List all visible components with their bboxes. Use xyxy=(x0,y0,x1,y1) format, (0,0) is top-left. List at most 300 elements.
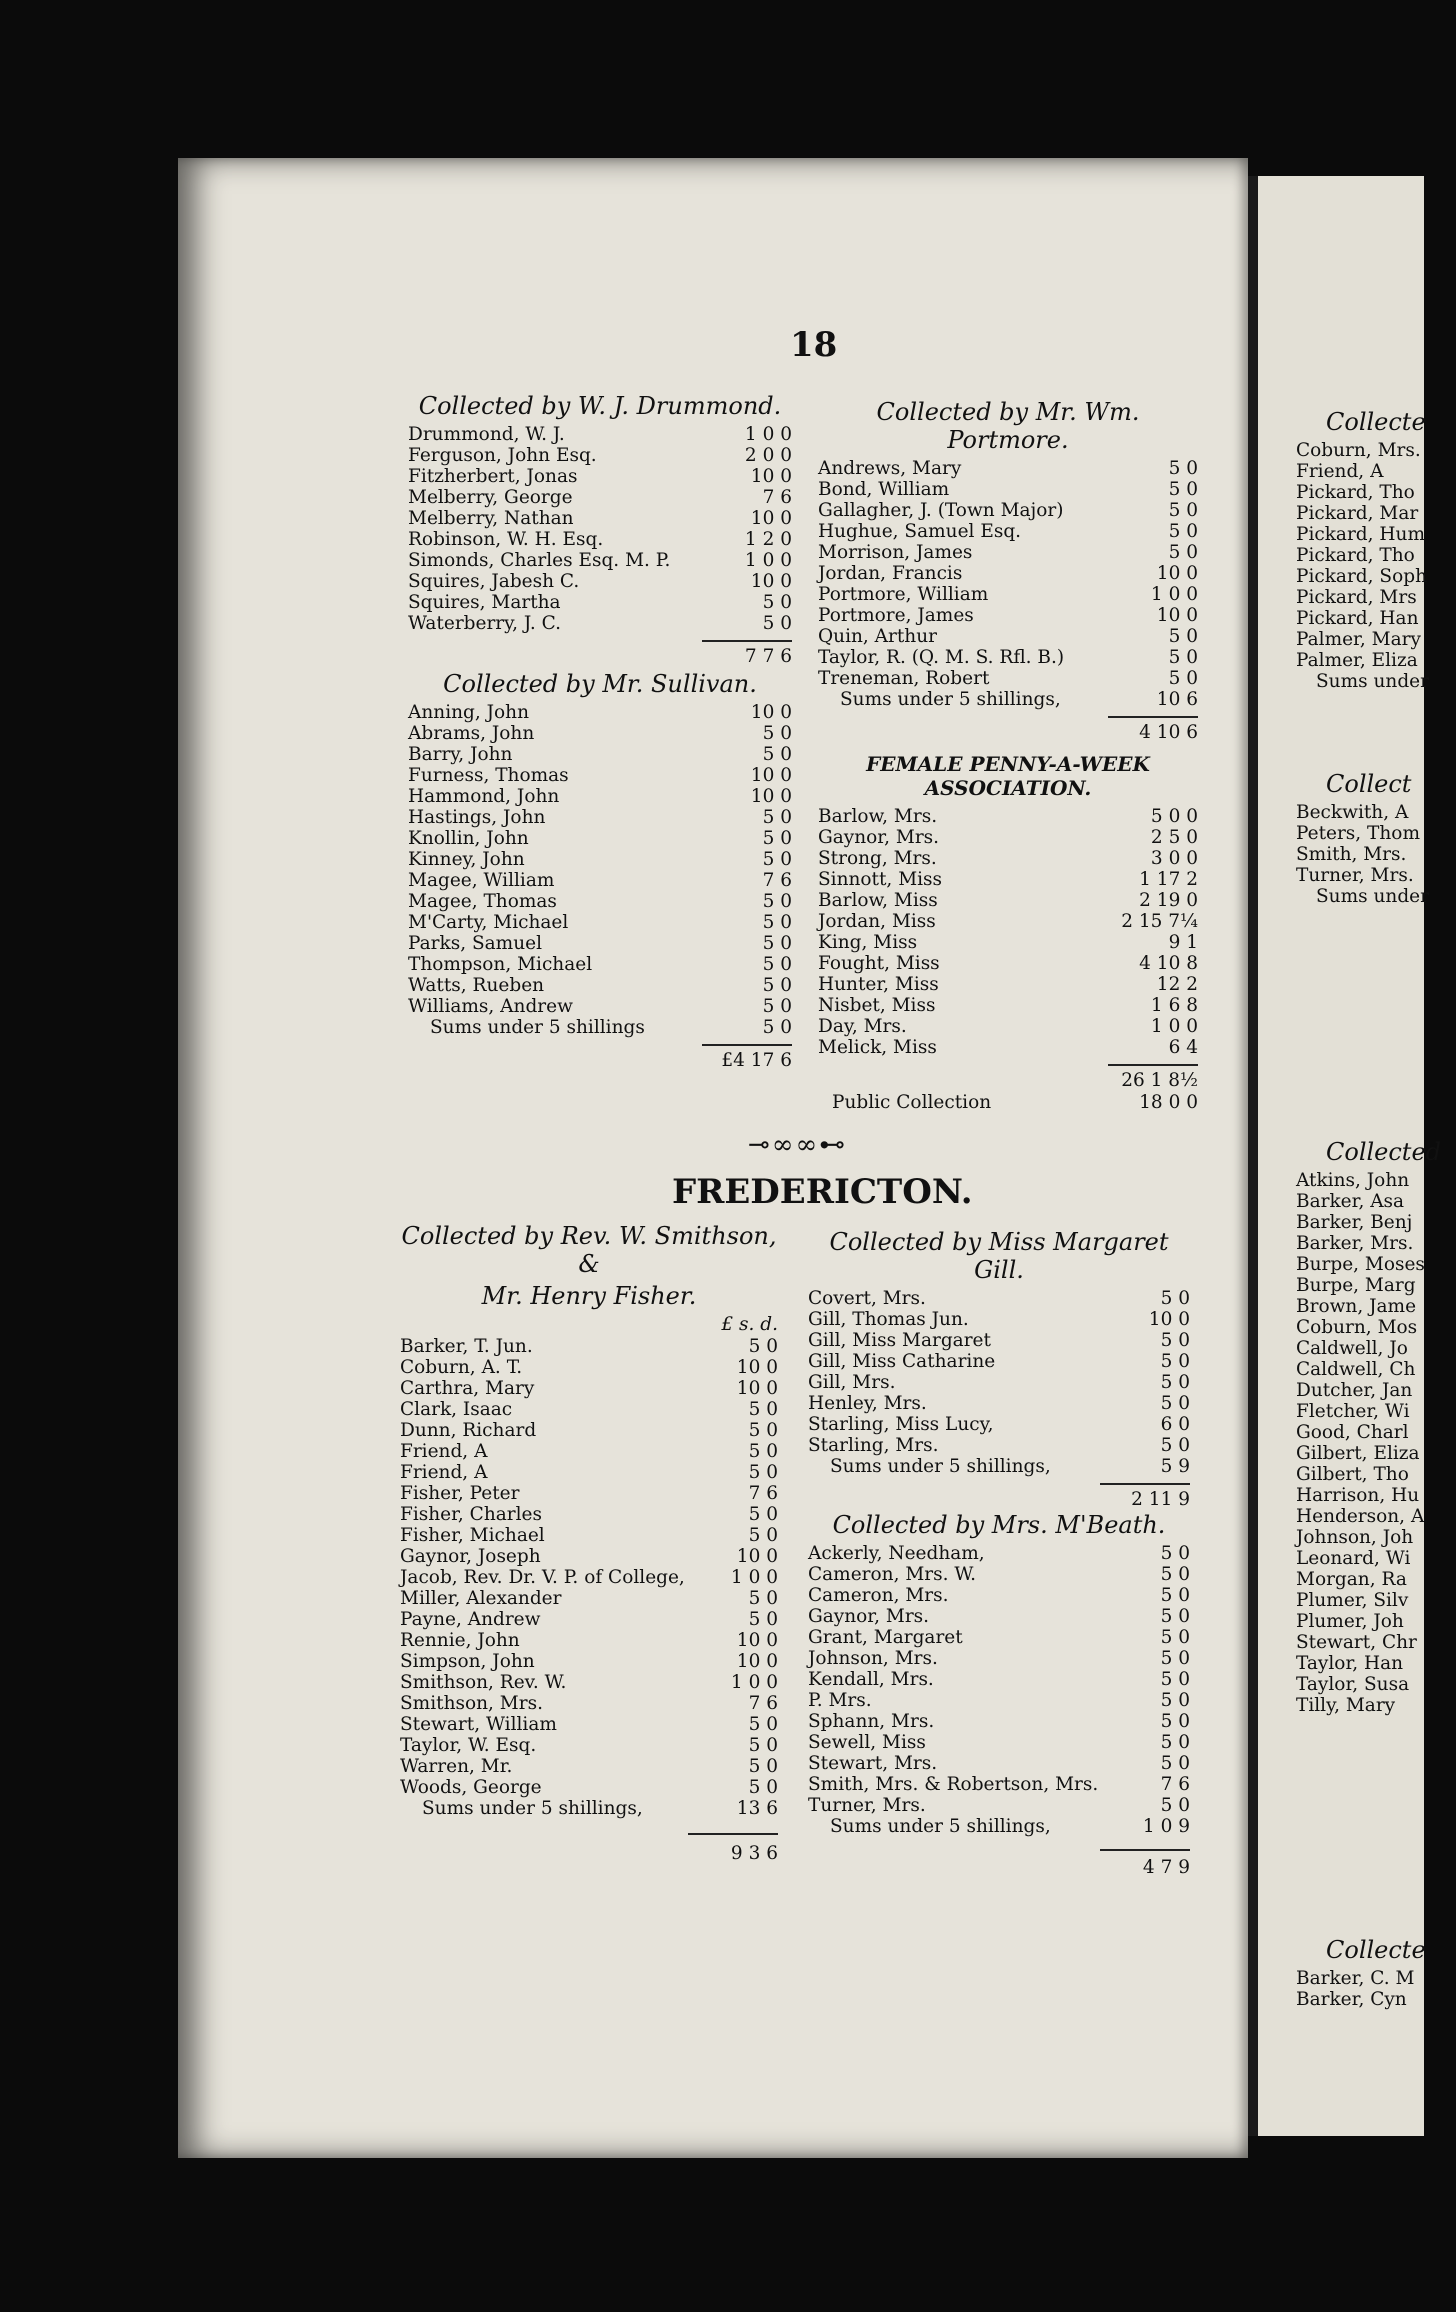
portmore-entry-amount: 5 0 xyxy=(1168,668,1198,689)
right-page-block xyxy=(1296,1138,1456,1716)
smithson-entry-name: Stewart, William xyxy=(400,1714,557,1735)
gill-entry-name: Gill, Thomas Jun. xyxy=(808,1309,969,1330)
smithson-entry-amount: 1 0 0 xyxy=(730,1567,778,1588)
right-page-entry: Peters, Thom xyxy=(1296,823,1420,844)
smithson-entry-name: Gaynor, Joseph xyxy=(400,1546,541,1567)
sullivan-heading: Collected by Mr. Sullivan. xyxy=(443,670,757,698)
right-page-entry: Sums under xyxy=(1316,671,1429,692)
gill-entry-name: Starling, Miss Lucy, xyxy=(808,1414,994,1435)
mbeath-entry-name: Smith, Mrs. & Robertson, Mrs. xyxy=(808,1774,1099,1795)
sullivan-entry-name: Kinney, John xyxy=(408,849,525,870)
right-page-entry: Barker, Cyn xyxy=(1296,1989,1407,2010)
right-page-entry: Atkins, John xyxy=(1296,1170,1410,1191)
right-page-entry: Pickard, Mrs xyxy=(1296,587,1417,608)
sullivan-row xyxy=(408,996,792,1017)
penny-row xyxy=(818,806,1198,827)
sullivan-row xyxy=(408,933,792,954)
gill-total: 2 11 9 xyxy=(1131,1489,1190,1510)
right-page-heading: Collecte xyxy=(1326,408,1426,436)
mbeath-entry-amount: 5 0 xyxy=(1160,1732,1190,1753)
penny-entry-amount: 9 1 xyxy=(1168,932,1198,953)
sullivan-entry-amount: 5 0 xyxy=(762,954,792,975)
smithson-row xyxy=(400,1420,778,1441)
penny-entry-name: Sinnott, Miss xyxy=(818,869,943,890)
penny-row xyxy=(818,974,1198,995)
drummond-entry-name: Squires, Martha xyxy=(408,592,561,613)
sullivan-row xyxy=(408,891,792,912)
gill-entry-amount: 5 0 xyxy=(1160,1372,1190,1393)
smithson-entry-amount: 10 0 xyxy=(736,1357,778,1378)
right-page-entry: Barker, C. M xyxy=(1296,1968,1415,1989)
sullivan-entry-name: Anning, John xyxy=(408,702,530,723)
smithson-entry-name: Taylor, W. Esq. xyxy=(400,1735,537,1756)
right-page-entry: Henderson, A xyxy=(1296,1506,1425,1527)
right-page-entry: Sums under xyxy=(1316,886,1429,907)
drummond-entry-name: Squires, Jabesh C. xyxy=(408,571,580,592)
penny-entry-name: Hunter, Miss xyxy=(818,974,939,995)
smithson-entry-amount: 5 0 xyxy=(748,1336,778,1357)
mbeath-list xyxy=(808,1543,1190,1837)
right-page-entry: Pickard, Soph xyxy=(1296,566,1427,587)
mbeath-entry-amount: 5 0 xyxy=(1160,1627,1190,1648)
sullivan-entry-name: Hammond, John xyxy=(408,786,560,807)
right-page-entry: Morgan, Ra xyxy=(1296,1569,1407,1590)
mbeath-entry-amount: 5 0 xyxy=(1160,1711,1190,1732)
gill-row xyxy=(808,1330,1190,1351)
right-page-entry: Palmer, Eliza xyxy=(1296,650,1418,671)
mbeath-entry-name: Cameron, Mrs. W. xyxy=(808,1564,977,1585)
right-page-entry: Stewart, Chr xyxy=(1296,1632,1417,1653)
mbeath-heading: Collected by Mrs. M'Beath. xyxy=(832,1511,1166,1539)
smithson-row xyxy=(400,1693,778,1714)
sullivan-entry-amount: 10 0 xyxy=(750,786,792,807)
mbeath-row xyxy=(808,1711,1190,1732)
drummond-row xyxy=(408,529,792,550)
portmore-entry-amount: 5 0 xyxy=(1168,458,1198,479)
portmore-row xyxy=(818,500,1198,521)
penny-entry-name: Melick, Miss xyxy=(818,1037,937,1058)
smithson-entry-amount: 5 0 xyxy=(748,1441,778,1462)
mbeath-entry-amount: 5 0 xyxy=(1160,1795,1190,1816)
gill-entry-name: Gill, Miss Catharine xyxy=(808,1351,996,1372)
smithson-entry-name: Jacob, Rev. Dr. V. P. of College, xyxy=(400,1567,685,1588)
smithson-entry-amount: 10 0 xyxy=(736,1546,778,1567)
drummond-entry-amount: 10 0 xyxy=(750,571,792,592)
smithson-row xyxy=(400,1336,778,1357)
right-page-entry: Burpe, Marg xyxy=(1296,1275,1416,1296)
drummond-total: 7 7 6 xyxy=(744,646,792,667)
sullivan-row xyxy=(408,1017,792,1038)
right-page-entry: Pickard, Tho xyxy=(1296,482,1415,503)
smithson-entry-name: Dunn, Richard xyxy=(400,1420,537,1441)
mbeath-entry-name: Ackerly, Needham, xyxy=(808,1543,985,1564)
smithson-entry-name: Carthra, Mary xyxy=(400,1378,535,1399)
mbeath-entry-name: Turner, Mrs. xyxy=(808,1795,926,1816)
portmore-entry-amount: 10 0 xyxy=(1156,605,1198,626)
sullivan-entry-name: Magee, Thomas xyxy=(408,891,557,912)
drummond-entry-amount: 1 2 0 xyxy=(744,529,792,550)
mbeath-rule xyxy=(1100,1849,1190,1851)
portmore-row xyxy=(818,626,1198,647)
smithson-row xyxy=(400,1756,778,1777)
gill-entry-name: Covert, Mrs. xyxy=(808,1288,926,1309)
mbeath-entry-amount: 5 0 xyxy=(1160,1543,1190,1564)
penny-entry-amount: 1 0 0 xyxy=(1150,1016,1198,1037)
smithson-heading-line2: Mr. Henry Fisher. xyxy=(481,1282,697,1310)
smithson-entry-amount: 10 0 xyxy=(736,1651,778,1672)
sullivan-entry-name: Hastings, John xyxy=(408,807,546,828)
sullivan-entry-amount: 5 0 xyxy=(762,912,792,933)
smithson-row xyxy=(400,1525,778,1546)
right-page-entry: Pickard, Tho xyxy=(1296,545,1415,566)
gill-row xyxy=(808,1372,1190,1393)
right-page-entry: Caldwell, Ch xyxy=(1296,1359,1416,1380)
smithson-row xyxy=(400,1441,778,1462)
mbeath-entry-name: Sums under 5 shillings, xyxy=(830,1816,1051,1837)
penny-row xyxy=(818,890,1198,911)
drummond-row xyxy=(408,424,792,445)
gill-entry-amount: 5 0 xyxy=(1160,1351,1190,1372)
penny-row xyxy=(818,1037,1198,1058)
penny-entry-name: Jordan, Miss xyxy=(818,911,936,932)
sullivan-row xyxy=(408,807,792,828)
penny-entry-name: King, Miss xyxy=(818,932,918,953)
gill-column xyxy=(808,1228,1190,1879)
right-page-entry: Burpe, Moses xyxy=(1296,1254,1425,1275)
portmore-list xyxy=(818,458,1198,710)
right-page-entry: Smith, Mrs. xyxy=(1296,844,1407,865)
drummond-entry-name: Drummond, W. J. xyxy=(408,424,565,445)
portmore-row xyxy=(818,605,1198,626)
penny-entry-name: Nisbet, Miss xyxy=(818,995,936,1016)
penny-row xyxy=(818,827,1198,848)
drummond-row xyxy=(408,613,792,634)
mbeath-row xyxy=(808,1648,1190,1669)
smithson-entry-amount: 5 0 xyxy=(748,1399,778,1420)
smithson-entry-name: Fisher, Michael xyxy=(400,1525,545,1546)
smithson-row xyxy=(400,1504,778,1525)
mbeath-entry-name: Cameron, Mrs. xyxy=(808,1585,949,1606)
right-page-entry: Barker, Mrs. xyxy=(1296,1233,1414,1254)
smithson-entry-name: Woods, George xyxy=(400,1777,542,1798)
portmore-entry-amount: 5 0 xyxy=(1168,542,1198,563)
smithson-row xyxy=(400,1378,778,1399)
smithson-entry-name: Smithson, Rev. W. xyxy=(400,1672,567,1693)
mbeath-entry-name: Gaynor, Mrs. xyxy=(808,1606,930,1627)
mbeath-row xyxy=(808,1816,1190,1837)
smithson-entry-amount: 7 6 xyxy=(748,1483,778,1504)
smithson-entry-amount: 5 0 xyxy=(748,1777,778,1798)
smithson-row xyxy=(400,1735,778,1756)
portmore-entry-amount: 5 0 xyxy=(1168,626,1198,647)
smithson-row xyxy=(400,1588,778,1609)
drummond-row xyxy=(408,508,792,529)
right-page-block xyxy=(1296,770,1456,907)
smithson-row xyxy=(400,1714,778,1735)
smithson-row xyxy=(400,1651,778,1672)
right-page-entry: Gilbert, Tho xyxy=(1296,1464,1409,1485)
mbeath-entry-name: Johnson, Mrs. xyxy=(808,1648,938,1669)
right-page-entry: Palmer, Mary xyxy=(1296,629,1421,650)
right-page-block xyxy=(1296,408,1456,692)
portmore-row xyxy=(818,584,1198,605)
right-page-entry: Taylor, Han xyxy=(1296,1653,1404,1674)
right-page-entry: Tilly, Mary xyxy=(1296,1695,1396,1716)
drummond-column xyxy=(408,392,792,1072)
drummond-row xyxy=(408,487,792,508)
penny-row xyxy=(818,848,1198,869)
smithson-entry-amount: 5 0 xyxy=(748,1735,778,1756)
sullivan-entry-amount: 10 0 xyxy=(750,702,792,723)
penny-entry-amount: 4 10 8 xyxy=(1139,953,1198,974)
sullivan-entry-name: Furness, Thomas xyxy=(408,765,569,786)
sullivan-entry-amount: 10 0 xyxy=(750,765,792,786)
drummond-row xyxy=(408,466,792,487)
mbeath-total: 4 7 9 xyxy=(1142,1857,1190,1878)
portmore-entry-amount: 5 0 xyxy=(1168,521,1198,542)
penny-row xyxy=(818,932,1198,953)
mbeath-entry-amount: 7 6 xyxy=(1160,1774,1190,1795)
drummond-entry-name: Simonds, Charles Esq. M. P. xyxy=(408,550,671,571)
sullivan-entry-name: Watts, Rueben xyxy=(408,975,545,996)
smithson-entry-name: Friend, A xyxy=(400,1441,488,1462)
penny-total: 26 1 8½ xyxy=(1121,1070,1198,1091)
sullivan-entry-amount: 5 0 xyxy=(762,933,792,954)
portmore-entry-name: Hughue, Samuel Esq. xyxy=(818,521,1022,542)
public-collection-label: Public Collection xyxy=(832,1092,992,1113)
drummond-entry-amount: 5 0 xyxy=(762,592,792,613)
right-page-entry: Plumer, Joh xyxy=(1296,1611,1404,1632)
gill-entry-name: Henley, Mrs. xyxy=(808,1393,927,1414)
mbeath-entry-amount: 5 0 xyxy=(1160,1648,1190,1669)
mbeath-entry-amount: 5 0 xyxy=(1160,1564,1190,1585)
smithson-row xyxy=(400,1357,778,1378)
portmore-entry-name: Bond, William xyxy=(818,479,950,500)
smithson-row xyxy=(400,1546,778,1567)
right-page-block xyxy=(1296,1936,1456,2010)
drummond-entry-amount: 1 0 0 xyxy=(744,424,792,445)
sullivan-rule xyxy=(702,1044,792,1046)
portmore-entry-name: Treneman, Robert xyxy=(818,668,990,689)
portmore-entry-name: Andrews, Mary xyxy=(818,458,962,479)
gill-entry-name: Gill, Miss Margaret xyxy=(808,1330,991,1351)
smithson-entry-name: Payne, Andrew xyxy=(400,1609,541,1630)
smithson-entry-name: Friend, A xyxy=(400,1462,488,1483)
smithson-row xyxy=(400,1609,778,1630)
gill-row xyxy=(808,1393,1190,1414)
smithson-row xyxy=(400,1777,778,1798)
smithson-total: 9 3 6 xyxy=(730,1843,778,1864)
penny-row xyxy=(818,1016,1198,1037)
smithson-row xyxy=(400,1672,778,1693)
portmore-total: 4 10 6 xyxy=(1139,722,1198,743)
sullivan-total: £4 17 6 xyxy=(721,1050,792,1071)
smithson-row xyxy=(400,1567,778,1588)
drummond-heading: Collected by W. J. Drummond. xyxy=(418,392,782,420)
drummond-entry-name: Waterberry, J. C. xyxy=(408,613,562,634)
portmore-entry-name: Sums under 5 shillings, xyxy=(840,689,1061,710)
gill-row xyxy=(808,1288,1190,1309)
smithson-entry-name: Rennie, John xyxy=(400,1630,520,1651)
sullivan-entry-amount: 7 6 xyxy=(762,870,792,891)
penny-row xyxy=(818,911,1198,932)
right-page-entry: Plumer, Silv xyxy=(1296,1590,1409,1611)
smithson-entry-amount: 5 0 xyxy=(748,1588,778,1609)
portmore-row xyxy=(818,542,1198,563)
sullivan-row xyxy=(408,975,792,996)
sullivan-entry-amount: 5 0 xyxy=(762,807,792,828)
right-page-entry: Barker, Asa xyxy=(1296,1191,1405,1212)
penny-row xyxy=(818,869,1198,890)
right-page-entry: Good, Charl xyxy=(1296,1422,1409,1443)
mbeath-row xyxy=(808,1690,1190,1711)
fredericton-heading: FREDERICTON. xyxy=(672,1172,973,1212)
right-page-entry: Coburn, Mrs. xyxy=(1296,440,1421,461)
mbeath-row xyxy=(808,1732,1190,1753)
right-page-entry: Pickard, Hum xyxy=(1296,524,1426,545)
mbeath-row xyxy=(808,1627,1190,1648)
penny-list xyxy=(818,806,1198,1058)
mbeath-row xyxy=(808,1564,1190,1585)
penny-entry-amount: 1 17 2 xyxy=(1139,869,1198,890)
sullivan-entry-name: Magee, William xyxy=(408,870,555,891)
mbeath-row xyxy=(808,1795,1190,1816)
sullivan-row xyxy=(408,954,792,975)
portmore-entry-amount: 1 0 0 xyxy=(1150,584,1198,605)
portmore-entry-amount: 5 0 xyxy=(1168,479,1198,500)
sullivan-entry-name: Barry, John xyxy=(408,744,513,765)
right-page xyxy=(1258,176,1442,2136)
sullivan-row xyxy=(408,786,792,807)
right-page-entry: Leonard, Wi xyxy=(1296,1548,1411,1569)
penny-entry-amount: 12 2 xyxy=(1156,974,1198,995)
penny-entry-amount: 2 5 0 xyxy=(1150,827,1198,848)
portmore-entry-name: Jordan, Francis xyxy=(818,563,963,584)
right-page-entry: Gilbert, Eliza xyxy=(1296,1443,1420,1464)
drummond-row xyxy=(408,571,792,592)
portmore-column xyxy=(818,398,1198,1113)
drummond-list xyxy=(408,424,792,634)
smithson-row xyxy=(400,1630,778,1651)
smithson-entry-amount: 5 0 xyxy=(748,1504,778,1525)
mbeath-entry-amount: 5 0 xyxy=(1160,1585,1190,1606)
mbeath-entry-name: Stewart, Mrs. xyxy=(808,1753,938,1774)
drummond-entry-amount: 1 0 0 xyxy=(744,550,792,571)
sullivan-entry-amount: 5 0 xyxy=(762,1017,792,1038)
smithson-heading-line1: Collected by Rev. W. Smithson, & xyxy=(401,1222,777,1278)
penny-entry-name: Barlow, Miss xyxy=(818,890,938,911)
portmore-entry-name: Quin, Arthur xyxy=(818,626,937,647)
smithson-column xyxy=(400,1222,778,1865)
gill-row xyxy=(808,1456,1190,1477)
penny-entry-amount: 6 4 xyxy=(1168,1037,1198,1058)
mbeath-entry-amount: 5 0 xyxy=(1160,1606,1190,1627)
mbeath-entry-name: Grant, Margaret xyxy=(808,1627,963,1648)
right-page-entry: Taylor, Susa xyxy=(1296,1674,1410,1695)
public-collection-amount: 18 0 0 xyxy=(1139,1092,1198,1113)
sullivan-list xyxy=(408,702,792,1038)
gill-entry-amount: 5 9 xyxy=(1160,1456,1190,1477)
portmore-entry-amount: 10 6 xyxy=(1156,689,1198,710)
smithson-entry-amount: 10 0 xyxy=(736,1378,778,1399)
smithson-rule xyxy=(688,1833,778,1835)
sullivan-entry-amount: 5 0 xyxy=(762,744,792,765)
portmore-entry-name: Morrison, James xyxy=(818,542,973,563)
penny-entry-name: Gaynor, Mrs. xyxy=(818,827,940,848)
right-page-entry: Caldwell, Jo xyxy=(1296,1338,1408,1359)
sullivan-row xyxy=(408,870,792,891)
drummond-entry-name: Melberry, Nathan xyxy=(408,508,574,529)
sullivan-entry-amount: 5 0 xyxy=(762,996,792,1017)
gill-entry-amount: 5 0 xyxy=(1160,1393,1190,1414)
drummond-row xyxy=(408,550,792,571)
portmore-entry-name: Portmore, James xyxy=(818,605,974,626)
penny-entry-name: Day, Mrs. xyxy=(818,1016,907,1037)
right-page-entry: Barker, Benj xyxy=(1296,1212,1413,1233)
smithson-entry-name: Miller, Alexander xyxy=(400,1588,562,1609)
portmore-row xyxy=(818,689,1198,710)
public-collection-row xyxy=(818,1092,1198,1113)
penny-rule xyxy=(1108,1064,1198,1066)
portmore-entry-name: Portmore, William xyxy=(818,584,989,605)
smithson-row xyxy=(400,1483,778,1504)
smithson-entry-name: Warren, Mr. xyxy=(400,1756,513,1777)
drummond-entry-amount: 10 0 xyxy=(750,508,792,529)
mbeath-row xyxy=(808,1669,1190,1690)
mbeath-row xyxy=(808,1753,1190,1774)
sullivan-entry-amount: 5 0 xyxy=(762,849,792,870)
sullivan-entry-name: Thompson, Michael xyxy=(408,954,593,975)
gill-list xyxy=(808,1288,1190,1477)
gill-row xyxy=(808,1351,1190,1372)
drummond-entry-amount: 2 0 0 xyxy=(744,445,792,466)
section-ornament: ⊸∞∞⊷ xyxy=(748,1130,848,1160)
right-page-entry: Harrison, Hu xyxy=(1296,1485,1420,1506)
smithson-entry-amount: 1 0 0 xyxy=(730,1672,778,1693)
right-page-entry: Pickard, Mar xyxy=(1296,503,1419,524)
smithson-entry-name: Sums under 5 shillings, xyxy=(422,1798,643,1819)
sullivan-entry-name: Abrams, John xyxy=(408,723,535,744)
smithson-entry-amount: 5 0 xyxy=(748,1609,778,1630)
mbeath-row xyxy=(808,1543,1190,1564)
mbeath-entry-name: Sewell, Miss xyxy=(808,1732,926,1753)
gill-entry-amount: 5 0 xyxy=(1160,1435,1190,1456)
portmore-rule xyxy=(1108,716,1198,718)
portmore-entry-name: Gallagher, J. (Town Major) xyxy=(818,500,1064,521)
penny-entry-name: Fought, Miss xyxy=(818,953,940,974)
drummond-entry-name: Robinson, W. H. Esq. xyxy=(408,529,604,550)
drummond-entry-amount: 10 0 xyxy=(750,466,792,487)
drummond-entry-name: Fitzherbert, Jonas xyxy=(408,466,578,487)
penny-entry-amount: 2 15 7¼ xyxy=(1121,911,1198,932)
gill-entry-amount: 6 0 xyxy=(1160,1414,1190,1435)
drummond-entry-name: Melberry, George xyxy=(408,487,573,508)
page-gutter xyxy=(1248,176,1258,2136)
sullivan-entry-name: Knollin, John xyxy=(408,828,529,849)
right-page-entry: Pickard, Han xyxy=(1296,608,1419,629)
right-page-entry: Dutcher, Jan xyxy=(1296,1380,1413,1401)
sullivan-entry-name: Sums under 5 shillings xyxy=(430,1017,645,1038)
drummond-entry-name: Ferguson, John Esq. xyxy=(408,445,597,466)
sullivan-entry-amount: 5 0 xyxy=(762,723,792,744)
sullivan-row xyxy=(408,765,792,786)
penny-entry-amount: 1 6 8 xyxy=(1150,995,1198,1016)
sullivan-row xyxy=(408,723,792,744)
sullivan-row xyxy=(408,849,792,870)
gill-row xyxy=(808,1309,1190,1330)
portmore-heading: Collected by Mr. Wm. Portmore. xyxy=(876,398,1140,454)
right-page-entry: Coburn, Mos xyxy=(1296,1317,1418,1338)
